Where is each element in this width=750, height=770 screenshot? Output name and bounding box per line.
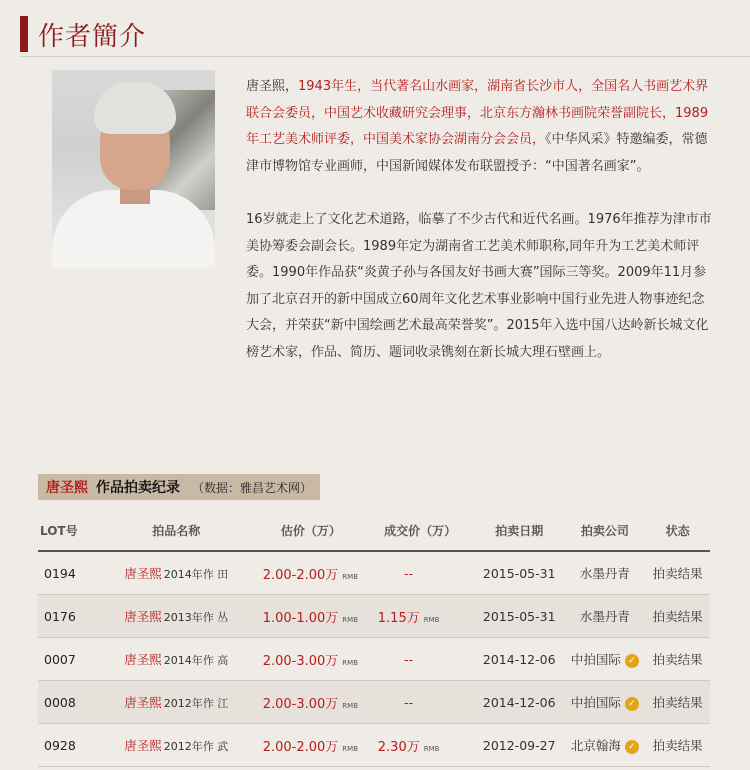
- lot-number: 0176: [38, 595, 97, 638]
- auction-status[interactable]: 拍卖结果: [645, 724, 710, 767]
- price-value: --: [404, 565, 414, 581]
- currency-unit: RMB: [342, 701, 359, 710]
- col-status: 状态: [645, 510, 710, 551]
- work-artist[interactable]: 唐圣熙: [124, 695, 162, 710]
- table-header-row: [38, 510, 710, 551]
- col-lot: LOT号: [38, 510, 97, 551]
- work-name[interactable]: 2012年作 江: [163, 697, 229, 710]
- auction-status[interactable]: 拍卖结果: [645, 551, 710, 595]
- work-name[interactable]: 2014年作 高: [163, 654, 229, 667]
- bio-segment: 唐圣熙，: [246, 79, 299, 94]
- bio-paragraph-1: [246, 74, 712, 180]
- auction-company-cell[interactable]: [564, 681, 645, 724]
- work-title[interactable]: [97, 724, 256, 767]
- estimate-value: 2.00-3.00万: [262, 653, 339, 669]
- title-divider: [20, 56, 750, 57]
- currency-unit: RMB: [342, 658, 359, 667]
- auction-table: [38, 510, 710, 767]
- price-cell: [366, 724, 474, 767]
- price-cell: [366, 638, 474, 681]
- lot-number: 0928: [38, 724, 97, 767]
- col-date: 拍卖日期: [474, 510, 564, 551]
- auction-company-cell[interactable]: [564, 638, 645, 681]
- auction-date: 2012-09-27: [474, 724, 564, 767]
- bio-segment: 《中华风采》特邀编委，常德津市博物馆专业画师，中国新闻媒体发布联盟授予：“中国著名画家”。: [246, 132, 708, 174]
- work-name[interactable]: 2012年作 武: [163, 740, 229, 753]
- auction-company[interactable]: 中拍国际: [570, 695, 621, 710]
- auction-status[interactable]: 拍卖结果: [645, 595, 710, 638]
- auction-status[interactable]: 拍卖结果: [645, 638, 710, 681]
- currency-unit: RMB: [342, 615, 359, 624]
- col-company: 拍卖公司: [564, 510, 645, 551]
- lot-number: 0194: [38, 551, 97, 595]
- price-cell: [366, 551, 474, 595]
- auction-company[interactable]: 水墨丹青: [579, 609, 630, 624]
- work-artist[interactable]: 唐圣熙: [124, 609, 162, 624]
- table-row[interactable]: [38, 681, 710, 724]
- artist-portrait: [52, 70, 215, 268]
- auction-date: 2015-05-31: [474, 551, 564, 595]
- estimate-cell: [256, 724, 367, 767]
- price-value: 1.15万: [377, 610, 420, 626]
- work-title[interactable]: [97, 681, 256, 724]
- artist-bio: [246, 74, 712, 366]
- currency-unit: RMB: [423, 744, 440, 753]
- auction-date: 2015-05-31: [474, 595, 564, 638]
- verified-badge-icon: ✓: [625, 697, 639, 711]
- currency-unit: RMB: [423, 615, 440, 624]
- table-row[interactable]: [38, 551, 710, 595]
- auction-company-cell[interactable]: [564, 551, 645, 595]
- work-title[interactable]: [97, 551, 256, 595]
- price-value: 2.30万: [377, 739, 420, 755]
- work-title[interactable]: [97, 638, 256, 681]
- work-title[interactable]: [97, 595, 256, 638]
- auction-company[interactable]: 中拍国际: [570, 652, 621, 667]
- currency-unit: RMB: [342, 744, 359, 753]
- estimate-value: 1.00-1.00万: [262, 610, 339, 626]
- auction-company-cell[interactable]: [564, 595, 645, 638]
- estimate-value: 2.00-3.00万: [262, 696, 339, 712]
- auction-company[interactable]: 水墨丹青: [579, 566, 630, 581]
- artist-name[interactable]: 唐圣熙: [46, 480, 88, 496]
- table-row[interactable]: [38, 638, 710, 681]
- estimate-value: 2.00-2.00万: [262, 567, 339, 583]
- col-price: 成交价（万）: [366, 510, 474, 551]
- work-name[interactable]: 2014年作 田: [163, 568, 229, 581]
- data-source: （数据：雅昌艺术网）: [192, 480, 313, 495]
- work-artist[interactable]: 唐圣熙: [124, 652, 162, 667]
- estimate-cell: [256, 638, 367, 681]
- col-name: 拍品名称: [97, 510, 256, 551]
- auction-company-cell[interactable]: [564, 724, 645, 767]
- auction-status[interactable]: 拍卖结果: [645, 681, 710, 724]
- bio-paragraph-2: 16岁就走上了文化艺术道路，临摹了不少古代和近代名画。1976年推荐为津市市美协筹委会副会长。1989年定为湖南省工艺美术师职称,同年升为工艺美术师评委。1990年作品获“炎黄子孙与各国友好书画大赛”国际三等奖。2009年11月参加了北京召开的新中国成立60周年文化艺术事业影响中国行业先进人物事迹纪念大会，并荣获“新中国绘画艺术最高荣誉奖”。2015年入选中国八达岭新长城文化榜艺术家，作品、简历、题词收录镌刻在新长城大理石壁画上。: [246, 212, 712, 360]
- auction-company[interactable]: 北京翰海: [570, 738, 621, 753]
- page-header: [20, 14, 146, 54]
- page-title: 作者簡介: [38, 21, 147, 52]
- price-cell: [366, 595, 474, 638]
- estimate-cell: [256, 551, 367, 595]
- lot-number: 0007: [38, 638, 97, 681]
- auction-date: 2014-12-06: [474, 638, 564, 681]
- price-value: --: [404, 651, 414, 667]
- work-artist[interactable]: 唐圣熙: [124, 738, 162, 753]
- auction-date: 2014-12-06: [474, 681, 564, 724]
- price-value: --: [404, 694, 414, 710]
- price-cell: [366, 681, 474, 724]
- verified-badge-icon: ✓: [625, 740, 639, 754]
- estimate-cell: [256, 595, 367, 638]
- title-accent-bar: [20, 16, 28, 52]
- lot-number: 0008: [38, 681, 97, 724]
- section-label: 作品拍卖纪录: [96, 480, 180, 496]
- work-name[interactable]: 2013年作 丛: [163, 611, 229, 624]
- verified-badge-icon: ✓: [625, 654, 639, 668]
- bio-segment: 1943年生，当代著名山水画家，湖南省长沙市人，全国名人书画艺术界联合会委员，中国艺术收藏研究会理事，北京东方瀚林书画院荣誉副院长，1989年工艺美术师评委，中国美术家协会湖南分会会员，: [246, 79, 709, 147]
- estimate-cell: [256, 681, 367, 724]
- auction-section-header: [38, 474, 320, 500]
- currency-unit: RMB: [342, 572, 359, 581]
- work-artist[interactable]: 唐圣熙: [124, 566, 162, 581]
- estimate-value: 2.00-2.00万: [262, 739, 339, 755]
- table-row[interactable]: [38, 724, 710, 767]
- col-estimate: 估价（万）: [256, 510, 367, 551]
- table-row[interactable]: [38, 595, 710, 638]
